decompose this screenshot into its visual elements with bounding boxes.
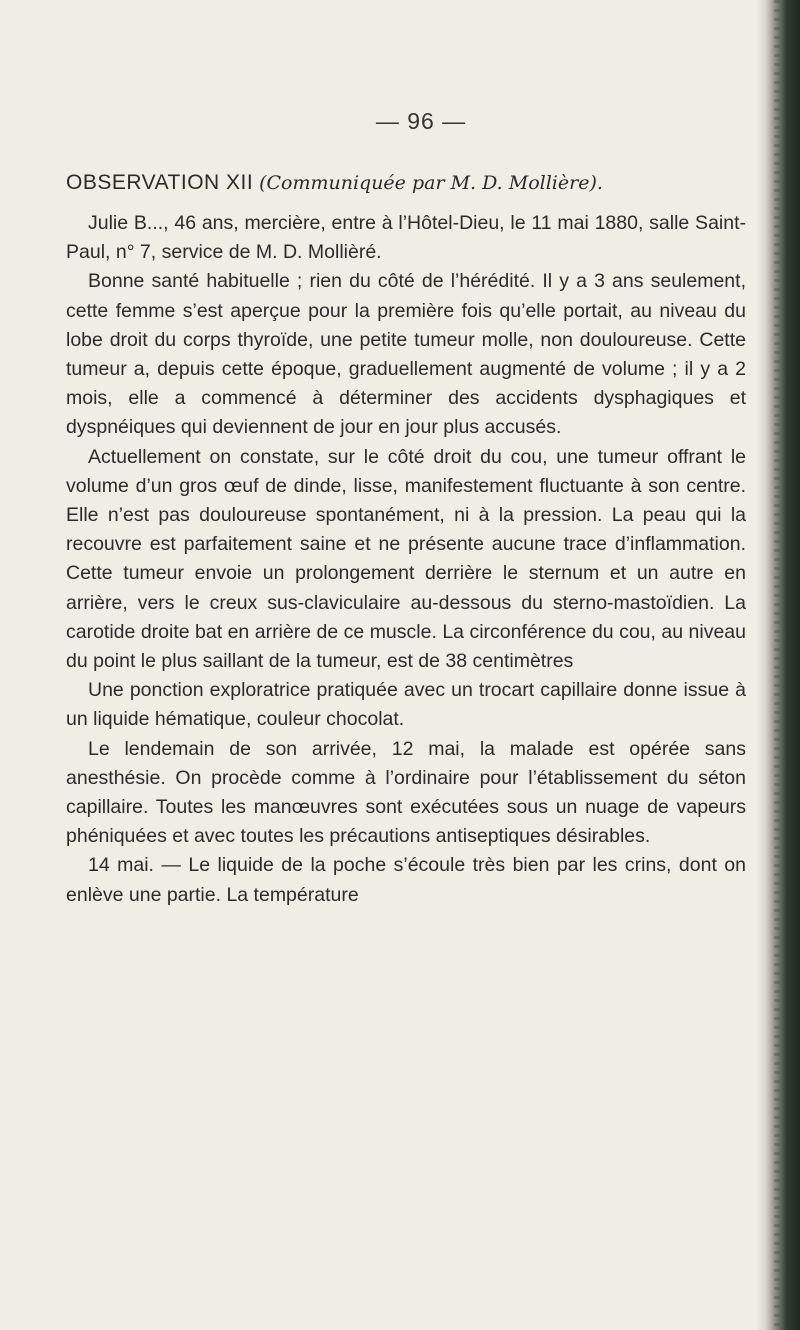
paragraph-history: Bonne santé habituelle ; rien du côté de l’hérédité. Il y a 3 ans seulement, cette femme s’est aperçue pour la première fois qu’elle portait, au niveau du lobe droit du corps thyroïde, une petite tumeur molle, non douloureuse. Cette tumeur a, depuis cette époque, graduellement augmenté de volume ; il y a 2 mois, elle a commencé à déterminer des accidents dysphagiques et dyspnéiques qui deviennent de jour en jour plus accusés. [66,270,746,439]
observation-attribution: (Communiquée par M. D. Mollière). [259,172,603,194]
book-binding-edge [756,0,800,1330]
observation-heading [66,171,746,195]
paragraph-examination: Actuellement on constate, sur le côté droit du cou, une tumeur offrant le volume d’un gros œuf de dinde, lisse, manifestement fluctuante à son centre. Elle n’est pas douloureuse spontanément, ni à la pression. La peau qui la recouvre est parfaitement saine et ne présente aucune trace d’inflammation. Cette tumeur envoie un prolongement derrière le sternum et un autre en arrière, vers le creux sus-claviculaire au-dessous du sterno-mastoïdien. La carotide droite bat en arrière de ce muscle. La circonférence du cou, au niveau du point le plus saillant de la tumeur, est de 38 centimètres [66,445,746,673]
paragraph-admission: Julie B..., 46 ans, mercière, entre à l’Hôtel-Dieu, le 11 mai 1880, salle Saint-Paul, n° 7, service de M. D. Mollièré. [66,212,746,264]
page-number: — 96 — [375,108,467,134]
paragraph-operation: Le lendemain de son arrivée, 12 mai, la malade est opérée sans anesthésie. On procède comme à l’ordinaire pour l’établissement du séton capillaire. Toutes les manœuvres sont exécutées sous un nuage de vapeurs phéniquées et avec toutes les précautions antiseptiques désirables. [66,737,746,848]
paragraph-followup: 14 mai. — Le liquide de la poche s’écoule très bien par les crins, dont on enlève une partie. La température [66,854,746,906]
page-text [66,108,746,910]
observation-title: OBSERVATION XII [66,171,254,194]
paragraph-puncture: Une ponction exploratrice pratiquée avec un trocart capillaire donne issue à un liquide hématique, couleur chocolat. [66,679,746,731]
